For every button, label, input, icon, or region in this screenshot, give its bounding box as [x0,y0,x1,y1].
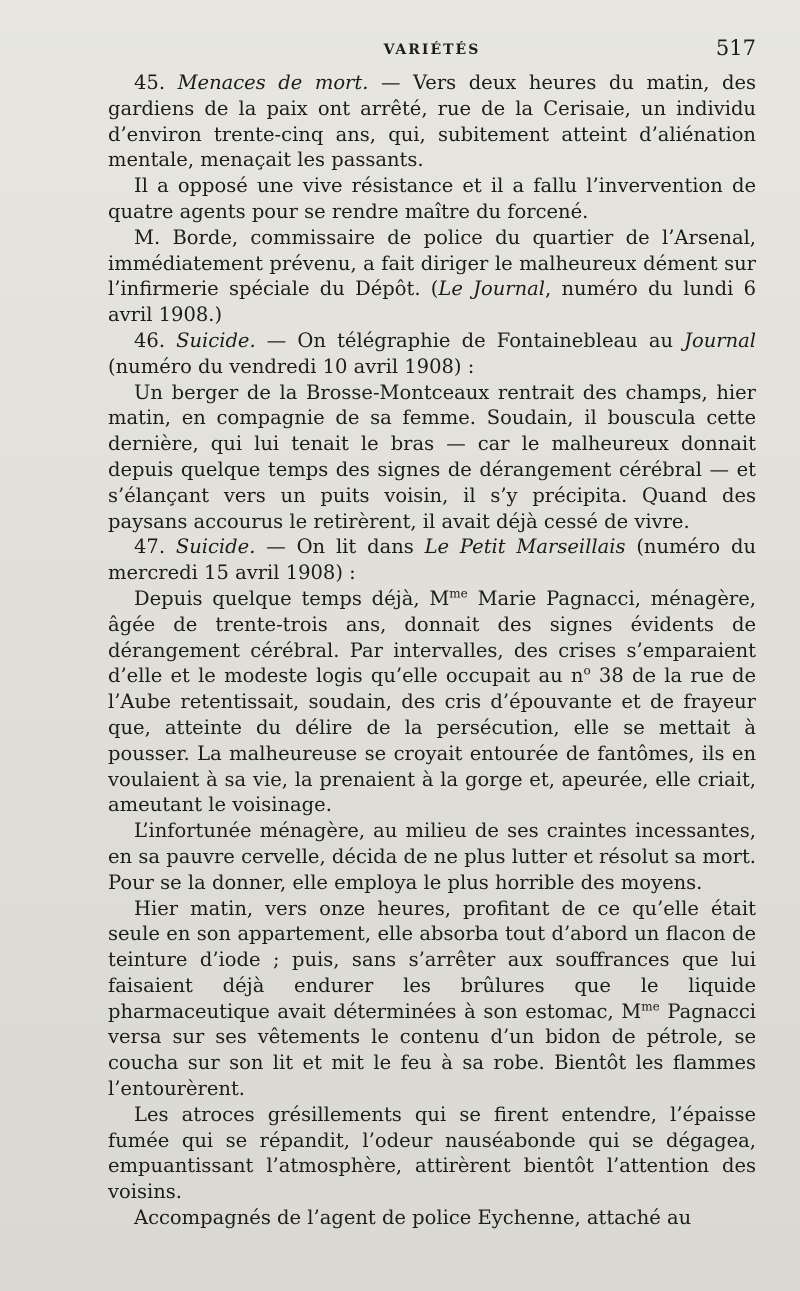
entry-46-intro: — On télégraphie de Fontainebleau au [255,328,685,352]
entry-45-number: 45. [134,71,166,94]
entry-45-p3-tail: , numéro du lundi 6 avril 1908.) [108,277,756,327]
entry-46-number: 46. [134,328,166,352]
page-header [108,36,756,66]
entry-45-text: — Vers deux heures du matin, des gardiens de la paix ont arrêté, rue de la Cerisaie, un individu d’environ trente-cinq ans, qui, subitement atteint d’aliénation mentale, menaçait les passants. [108,71,756,172]
entry-47-p4-b: Pagnacci versa sur ses vêtements le contenu d’un bidon de pétrole, se coucha sur son lit et mit le feu à sa robe. Bientôt les flammes l’entourèrent. [108,999,756,1101]
entry-47-paragraph-3: L’infortunée ménagère, au milieu de ses craintes incessantes, en sa pauvre cervelle, décida de ne plus lutter et résolut sa mort. Pour se la donner, elle employa le plus horrible des moyens. [108,819,756,894]
entry-46-title: Suicide. [176,328,256,352]
entry-47-p2-c: 38 de la rue de l’Aube retentissait, soudain, des cris d’épouvante et de frayeur que, atteinte du délire de la persécution, elle se mettait à pousser. La malheureuse se croyait entourée de fantômes, ils en voulaient à sa vie, la prenaient à la gorge et, apeurée, elle criait, ameutant le voisinage. [108,664,756,817]
entry-45-paragraph-2: Il a opposé une vive résistance et il a fallu l’invervention de quatre agents pour se rendre maître du forcené. [108,174,756,223]
entry-46-paragraph-2: Un berger de la Brosse-Montceaux rentrait des champs, hier matin, en compagnie de sa femme. Soudain, il bouscula cette dernière, qui lui tenait le bras — car le malheureux donnait depuis quelque temps des signes de dérangement cérébral — et s’élançant vers un puits voisin, il s’y précipita. Quand des paysans accourus le retirèrent, il avait déjà cessé de vivre. [108,380,756,533]
entry-47-p2-a: Depuis quelque temps déjà, M [134,586,450,610]
entry-45-paragraph-1 [108,70,756,173]
entry-45-p3-text: M. Borde, commissaire de police du quartier de l’Arsenal, immédiatement prévenu, a fait diriger le malheureux dément sur l’infirmerie spéciale du Dépôt. ( [108,225,756,301]
entry-47-paragraph-2 [108,586,756,818]
entry-47-p4-sup: me [641,999,660,1014]
page-number: 517 [715,36,756,60]
body-text [108,70,756,1231]
entry-47-paragraph-6: Accompagnés de l’agent de police Eychenne, attaché au [134,1206,692,1230]
entry-47-intro-tail: (numéro du mercredi 15 avril 1908) : [108,535,757,585]
entry-45-paragraph-3 [108,225,756,328]
entry-47-p2-sup2: o [583,663,591,678]
entry-47-paragraph-4 [108,896,756,1102]
entry-47-p2-b: Marie Pagnacci, ménagère, âgée de trente-trois ans, donnait des signes évidents de dérangement cérébral. Par intervalles, des crises s’emparaient d’elle et le modeste logis qu’elle occupait au n [108,586,756,688]
entry-47-paragraph-5: Les atroces grésillements qui se firent entendre, l’épaisse fumée qui se répandit, l’odeur nauséabonde qui se dégagea, empuantissant l’atmosphère, attirèrent bientôt l’attention des voisins. [108,1102,756,1204]
entry-45-title: Menaces de mort. [177,71,369,94]
entry-47-title: Suicide. [175,535,256,559]
entry-47-paragraph-1 [108,534,756,586]
entry-46-intro-tail: (numéro du vendredi 10 avril 1908) : [108,354,475,378]
entry-45-source: Le Journal [438,277,546,301]
entry-47-p4-a: Hier matin, vers onze heures, profitant de ce qu’elle était seule en son appartement, elle absorba tout d’abord un flacon de teinture d’iode ; puis, sans s’arrêter aux souffrances que lui faisaient déjà endurer les brûlures que le liquide pharmaceutique avait déterminées à son estomac, M [108,896,756,1023]
entry-47-source: Le Petit Marseillais [424,535,626,559]
entry-47-p2-sup: me [449,586,468,601]
entry-46-paragraph-1 [108,328,756,380]
entry-47-intro: — On lit dans [255,535,425,559]
running-head: VARIÉTÉS [383,42,481,58]
entry-47-number: 47. [134,535,166,559]
entry-46-source: Journal [684,328,757,352]
